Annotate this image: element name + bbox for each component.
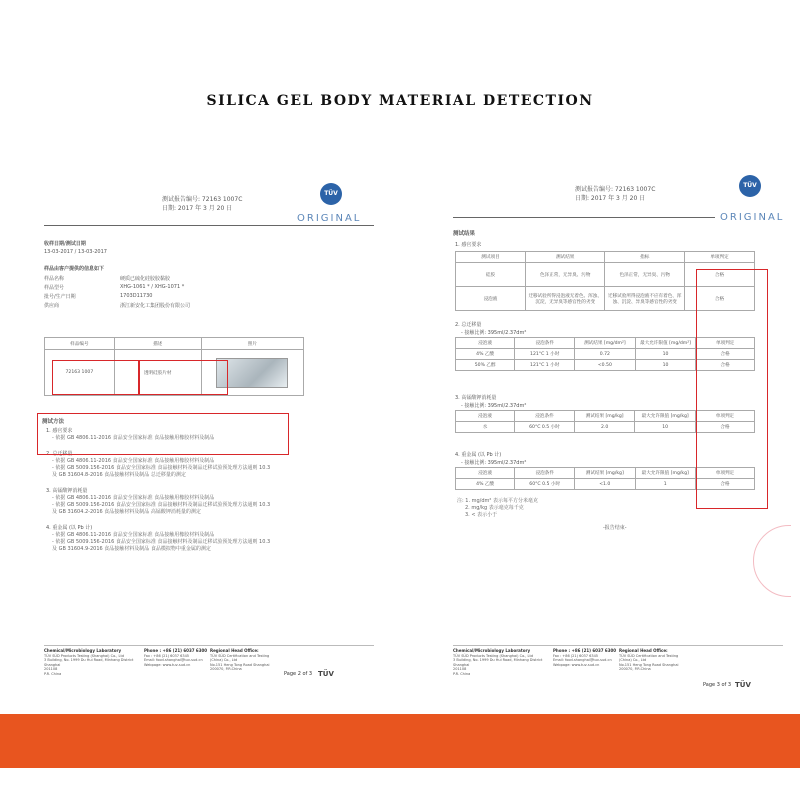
end-of-report: -报告结束-	[603, 525, 627, 531]
report-date: 日期: 2017 年 3 月 20 日	[575, 195, 646, 202]
footer-divider	[44, 645, 374, 646]
footer-line: Phone : +86 (21) 6037 6300	[553, 648, 617, 653]
table-header-cell: 测试结果 [mg/dm²]	[575, 338, 636, 349]
footer-line: 201108	[453, 667, 467, 671]
section-3-title: 3. 高锰酸钾消耗量	[455, 395, 497, 401]
table-cell: 合格	[696, 349, 755, 360]
method-line: - 依据 GB 4806.11-2016 食品安全国家标准 食品接触用橡胶材料及制品	[52, 532, 215, 538]
table-header-cell: 测试结果	[525, 252, 605, 263]
col-description: 描述	[114, 338, 201, 350]
table-header-cell: 最大允许限值 [mg/kg]	[635, 411, 696, 422]
footer-office	[210, 649, 269, 672]
table-header-cell: 浸泡条件	[515, 411, 575, 422]
footer-line: 3 Building, No. 1999 Du Hui Road, Minhang District	[453, 658, 543, 662]
info-key: 供应商	[44, 303, 60, 309]
report-header	[575, 185, 655, 203]
table-cell: 60°C 0.5 小时	[515, 479, 575, 490]
table-cell: 4% 乙酸	[456, 479, 515, 490]
table-cell: <1.0	[575, 479, 635, 490]
sample-description: 透明硅胶片材	[114, 350, 201, 396]
table-cell: 0.72	[575, 349, 636, 360]
footer-office	[619, 649, 678, 672]
method-title: 1. 感官要求	[46, 428, 73, 434]
table-cell: 1	[635, 479, 695, 490]
method-title: 2. 总迁移量	[46, 451, 73, 457]
table-cell: 2.0	[574, 422, 635, 433]
footer-line: Webpage: www.tuv-sud.cn	[553, 662, 600, 667]
footer-divider	[453, 645, 783, 646]
table-cell: 迁移试验所得浸泡液无着色、浑浊、沉淀，无异臭等感官性的劣变	[525, 287, 605, 311]
footer-line: (China) Co., Ltd	[210, 658, 238, 662]
method-line: 及 GB 31604.8-2016 食品接触材料及制品 总迁移量的测定	[52, 472, 186, 478]
table-header-cell: 单项判定	[685, 252, 755, 263]
table-header-cell: 指标	[605, 252, 685, 263]
section-4-title: 4. 重金属 (以 Pb 计)	[455, 452, 502, 458]
table-cell: 10	[635, 422, 696, 433]
footer-line: Email: food.shanghai@tuv-sud.cn	[553, 658, 612, 662]
page-number: Page 3 of 3	[703, 682, 732, 688]
footer-line: TÜV SÜD Products Testing (Shanghai) Co., Ltd	[453, 653, 534, 658]
table-cell: 121°C 1 小时	[515, 360, 575, 371]
method-title: 4. 重金属 (以 Pb 计)	[46, 525, 93, 531]
table-cell: 合格	[696, 360, 755, 371]
table-cell: 迁移试验所得浸泡液不应有着色、浑浊、沉淀、异臭等感官性的劣变	[605, 287, 685, 311]
info-key: 样品型号	[44, 285, 65, 291]
section-2-note: - 接触比例: 395ml/2.37dm²	[461, 330, 527, 336]
tuv-logo-icon: TÜV	[320, 183, 342, 205]
note-line: 2. mg/kg 表示毫克每千克	[465, 505, 524, 511]
footer-line: Regional Head Office:	[210, 648, 259, 653]
tuv-logo-icon: TÜV	[739, 175, 761, 197]
footer-line: No.151 Heng Tong Road Shanghai	[619, 662, 679, 667]
footer-contact	[553, 649, 616, 667]
report-header	[162, 195, 242, 213]
info-key: 批号/生产日期	[44, 294, 76, 300]
test-methods-title: 测试方法	[42, 419, 65, 425]
col-sample-no: 样品编号	[45, 338, 115, 350]
receive-date-value: 13-03-2017 / 13-03-2017	[44, 249, 107, 255]
method-line: - 依据 GB 5009.156-2016 食品安全国家标准 食品接触材料及制品迁移试验预处理方法通则 10.3	[52, 465, 271, 471]
highlight-box-sample-no	[52, 360, 139, 395]
table-cell: 60°C 0.5 小时	[515, 422, 575, 433]
footer-line: 3 Building, No. 1999 Du Hui Road, Minhang District	[44, 658, 134, 662]
table-cell: 浸泡液	[456, 287, 526, 311]
info-value: 硬质已硫化硅胶胶黏胶	[120, 276, 171, 282]
footer-lab	[453, 649, 542, 676]
footer-line: TÜV SÜD Certification and Testing	[210, 653, 270, 658]
info-key: 样品名称	[44, 276, 65, 282]
table-header-cell: 浸泡条件	[515, 338, 575, 349]
footer-lab	[44, 649, 133, 676]
footer-contact	[144, 649, 207, 667]
method-line: - 依据 GB 4806.11-2016 食品安全国家标准 食品接触用橡胶材料及制品	[52, 458, 215, 464]
info-value: 1703D11730	[120, 293, 153, 299]
report-number: 测试报告编号: 72163 1007C	[575, 186, 656, 193]
table-header-cell: 浸泡液	[456, 411, 515, 422]
table-header-cell: 浸泡液	[456, 468, 515, 479]
table-cell: 10	[635, 360, 696, 371]
table-header-cell: 测试结果 [mg/kg]	[575, 468, 635, 479]
report-page-right	[443, 165, 791, 705]
footer-line: Shanghai	[44, 662, 61, 667]
method-line: 及 GB 31604.9-2016 食品接触材料及制品 食品模拟物中重金属的测定	[52, 546, 211, 552]
sample-number: 72163 1007	[45, 350, 115, 396]
table-cell: 合格	[685, 287, 755, 311]
table-header-cell: 单项判定	[695, 411, 754, 422]
page-title: SILICA GEL BODY MATERIAL DETECTION	[206, 93, 594, 109]
footer-line: P.R. China	[453, 671, 471, 676]
table-header-cell: 浸泡条件	[515, 468, 575, 479]
table-header-cell: 最大允许限值 [mg/dm²]	[635, 338, 696, 349]
section-1-title: 1. 感官要求	[455, 242, 482, 248]
note-line: 3. < 表示小于	[465, 512, 498, 518]
table-cell: 合格	[695, 422, 754, 433]
footer-line: Regional Head Office:	[619, 648, 668, 653]
tuv-mark-icon: TÜV	[735, 681, 751, 689]
footer-line: 201108	[44, 667, 58, 671]
info-value: 浙江新安化工集团股份有限公司	[120, 303, 191, 309]
receive-date-label: 收样日期/测试日期	[44, 241, 86, 247]
orange-banner	[0, 714, 800, 768]
table-cell: 硅胶	[456, 263, 526, 287]
table-cell: 合格	[695, 479, 754, 490]
table-cell: 10	[635, 349, 696, 360]
section-3-note: - 接触比例: 395ml/2.37dm²	[461, 403, 527, 409]
footer-line: Webpage: www.tuv-sud.cn	[144, 662, 191, 667]
company-seal	[753, 525, 791, 597]
footer-line: Fax : +86 (21) 6037 6345	[553, 653, 599, 658]
divider	[44, 225, 374, 226]
footer-line: Fax : +86 (21) 6037 6345	[144, 653, 190, 658]
original-stamp: ORIGINAL	[297, 213, 362, 224]
tuv-mark-icon: TÜV	[318, 670, 334, 678]
footer-line: Phone : +86 (21) 6037 6300	[144, 648, 208, 653]
table-cell: 合格	[685, 263, 755, 287]
divider	[453, 217, 715, 218]
table-header-cell: 浸泡液	[456, 338, 515, 349]
footer-line: 200070, P.R.China	[210, 667, 242, 671]
footer-line: TÜV SÜD Products Testing (Shanghai) Co., Ltd	[44, 653, 125, 658]
method-line: 及 GB 31604.2-2016 食品接触材料及制品 高锰酸钾消耗量的测定	[52, 509, 201, 515]
method-title: 3. 高锰酸钾消耗量	[46, 488, 88, 494]
table-cell: 50% 乙醇	[456, 360, 515, 371]
page-number: Page 2 of 3	[284, 671, 313, 677]
section-4-note: - 接触比例: 395ml/2.37dm²	[461, 460, 527, 466]
results-title: 测试结果	[453, 231, 476, 237]
original-stamp: ORIGINAL	[720, 212, 785, 223]
footer-line: Shanghai	[453, 662, 470, 667]
footer-line: No.151 Heng Tong Road Shanghai	[210, 662, 270, 667]
table-cell: <0.50	[575, 360, 636, 371]
highlight-box-verdict	[696, 269, 768, 509]
footer-line: TÜV SÜD Certification and Testing	[619, 653, 679, 658]
method-line: - 依据 GB 5009.156-2016 食品安全国家标准 食品接触材料及制品迁移试验预处理方法通则 10.3	[52, 502, 271, 508]
footer-line: (China) Co., Ltd	[619, 658, 647, 662]
footer-line: Email: food.shanghai@tuv-sud.cn	[144, 658, 203, 662]
report-date: 日期: 2017 年 3 月 20 日	[162, 205, 233, 212]
report-page-left	[32, 165, 382, 705]
table-header-cell: 单项判定	[696, 338, 755, 349]
table-header-cell: 测试项目	[456, 252, 526, 263]
client-info-label: 样品由客户提供的信息如下	[44, 266, 105, 272]
method-line: - 依据 GB 4806.11-2016 食品安全国家标准 食品接触用橡胶材料及制品	[52, 435, 215, 441]
report-number: 测试报告编号: 72163 1007C	[162, 196, 243, 203]
footer-line: P.R. China	[44, 671, 62, 676]
table-header-cell: 测试结果 [mg/kg]	[574, 411, 635, 422]
info-value: XHG-1061 * / XHG-1071 *	[120, 284, 185, 290]
method-line: - 依据 GB 5009.156-2016 食品安全国家标准 食品接触材料及制品迁移试验预处理方法通则 10.3	[52, 539, 271, 545]
footer-line: Chemical/Microbiology Laboratory	[453, 648, 531, 653]
table-cell: 4% 乙酸	[456, 349, 515, 360]
note-line: 注: 1. mg/dm² 表示每平方分米毫克	[457, 498, 539, 504]
table-header-cell: 最大允许限值 [mg/kg]	[635, 468, 695, 479]
highlight-box-description	[139, 360, 228, 395]
table-cell: 色泽正常，无异臭、污物	[525, 263, 605, 287]
table-header-cell: 单项判定	[695, 468, 754, 479]
table-cell: 色泽正常，无异臭、污物	[605, 263, 685, 287]
highlight-box-methods	[37, 413, 289, 455]
section-2-title: 2. 总迁移量	[455, 322, 482, 328]
footer-line: 200070, P.R.China	[619, 667, 651, 671]
table-cell: 121°C 1 小时	[515, 349, 575, 360]
footer-line: Chemical/Microbiology Laboratory	[44, 648, 122, 653]
method-line: - 依据 GB 4806.11-2016 食品安全国家标准 食品接触用橡胶材料及制品	[52, 495, 215, 501]
col-photo: 照片	[201, 338, 303, 350]
table-cell: 水	[456, 422, 515, 433]
